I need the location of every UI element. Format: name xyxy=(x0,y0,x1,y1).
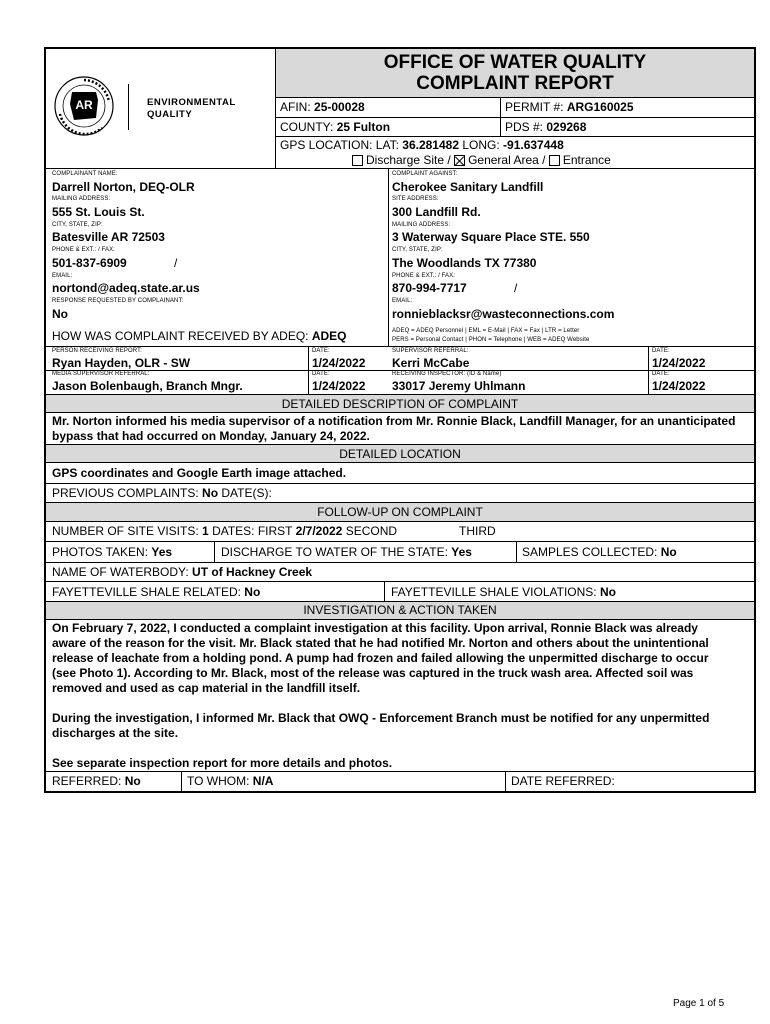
shale-related-field: FAYETTEVILLE SHALE RELATED: No xyxy=(52,585,261,599)
logo-divider xyxy=(128,84,129,130)
complainant-fax-sep: / xyxy=(174,256,178,270)
entrance-checkbox[interactable] xyxy=(549,155,560,166)
receiver-date: 1/24/2022 xyxy=(312,356,366,370)
supervisor-date-label: DATE: xyxy=(652,348,670,354)
supervisor-name: Kerri McCabe xyxy=(392,356,470,370)
against-label: COMPLAINT AGAINST: xyxy=(392,171,458,177)
against-site-label: SITE ADDRESS: xyxy=(392,196,439,202)
seal-mark: AR xyxy=(75,98,93,112)
previous-complaints-value: No xyxy=(202,486,219,500)
complainant-city-label: CITY, STATE, ZIP: xyxy=(52,222,103,228)
waterbody-field: NAME OF WATERBODY: UT of Hackney Creek xyxy=(52,565,313,579)
received-value: ADEQ xyxy=(311,329,347,343)
afin-value: 25-00028 xyxy=(314,100,365,114)
to-whom-field: TO WHOM: N/A xyxy=(187,774,274,788)
response-requested-label: RESPONSE REQUESTED BY COMPLAINANT: xyxy=(52,298,184,304)
media-name: Jason Bolenbaugh, Branch Mngr. xyxy=(52,379,243,393)
supervisor-label: SUPERVISOR REFERRAL: xyxy=(392,348,469,354)
inspector-name: 33017 Jeremy Uhlmann xyxy=(392,379,526,393)
agency-logo xyxy=(52,74,122,138)
general-area-checkbox[interactable] xyxy=(454,155,465,166)
against-email: ronnieblacksr@wasteconnections.com xyxy=(392,307,615,321)
shale-violations-field: FAYETTEVILLE SHALE VIOLATIONS: No xyxy=(391,585,616,599)
complainant-phone-label: PHONE & EXT.: / FAX: xyxy=(52,247,116,253)
long-value: -91.637448 xyxy=(503,138,564,152)
complainant-email-label: EMAIL: xyxy=(52,273,73,279)
samples-field: SAMPLES COLLECTED: No xyxy=(522,545,677,559)
against-site: 300 Landfill Rd. xyxy=(392,205,481,219)
response-requested: No xyxy=(52,307,68,321)
location-heading: DETAILED LOCATION xyxy=(339,447,461,461)
description-text: Mr. Norton informed his media supervisor of a notification from Mr. Ronnie Black, Landfill Manager, for an unanticipated bypass that had occurred on Monday, January 24, 2022. xyxy=(52,414,736,443)
against-fax-sep: / xyxy=(514,281,518,295)
previous-complaints-field: PREVIOUS COMPLAINTS: No DATE(S): xyxy=(52,486,272,500)
county-value: 25 Fulton xyxy=(336,120,391,134)
against-city: The Woodlands TX 77380 xyxy=(392,256,537,270)
inspector-label: RECEIVING INSPECTOR: (ID & Name) xyxy=(392,371,502,377)
page-title-line1: OFFICE OF WATER QUALITY xyxy=(383,52,647,73)
complainant-name-label: COMPLAINANT NAME: xyxy=(52,171,118,177)
media-label: MEDIA SUPERVISOR REFERRAL: xyxy=(52,371,150,377)
received-legend-2: PERS = Personal Contact | PHON = Telephone | WEB = ADEQ Website xyxy=(392,337,590,343)
complainant-phone: 501-837-6909 xyxy=(52,256,127,270)
complainant-mailing: 555 St. Louis St. xyxy=(52,205,145,219)
receiver-name: Ryan Hayden, OLR - SW xyxy=(52,356,191,370)
pds-field: PDS #: 029268 xyxy=(505,120,587,134)
complainant-city: Batesville AR 72503 xyxy=(52,230,165,244)
complainant-mailing-label: MAILING ADDRESS: xyxy=(52,196,111,202)
location-text: GPS coordinates and Google Earth image attached. xyxy=(52,466,347,480)
against-city-label: CITY, STATE, ZIP: xyxy=(392,247,443,253)
media-date: 1/24/2022 xyxy=(312,379,366,393)
description-heading: DETAILED DESCRIPTION OF COMPLAINT xyxy=(281,397,519,411)
site-visits-field: NUMBER OF SITE VISITS: 1 DATES: FIRST 2/7/2022 SECOND xyxy=(52,524,398,538)
afin-field: AFIN: 25-00028 xyxy=(280,100,365,114)
page-title-line2: COMPLAINT REPORT xyxy=(416,73,614,94)
discharge-field: DISCHARGE TO WATER OF THE STATE: Yes xyxy=(221,545,472,559)
lat-value: 36.281482 xyxy=(402,138,459,152)
against-mailing: 3 Waterway Square Place STE. 550 xyxy=(392,230,590,244)
investigation-paragraph-3: See separate inspection report for more details and photos. xyxy=(52,756,393,770)
received-legend-1: ADEQ = ADEQ Personnel | EML = E-Mail | FAX = Fax | LTR = Letter xyxy=(392,328,580,334)
against-phone: 870-994-7717 xyxy=(392,281,467,295)
agency-name-line1: ENVIRONMENTAL xyxy=(147,97,236,108)
page-number: Page 1 of 5 xyxy=(673,998,725,1009)
against-email-label: EMAIL: xyxy=(392,298,413,304)
inspector-date-label: DATE: xyxy=(652,371,670,377)
investigation-paragraph-1: On February 7, 2022, I conducted a complaint investigation at this facility. Upon arrival, Ronnie Black was already aware of the reason for the visit. Mr. Black stated that he had notified Mr. Norton and others about the unintentional release of leachate from a holding pond. A pump had frozen and failed allowing the unpermitted discharge to occur (see Photo 1). According to Mr. Black, most of the release was captured in the truck wash area. Affected soil was removed and used as cap material in the landfill itself. xyxy=(52,621,709,695)
date-referred-label: DATE REFERRED: xyxy=(511,774,615,788)
complainant-email: nortond@adeq.state.ar.us xyxy=(52,281,200,295)
against-name: Cherokee Sanitary Landfill xyxy=(392,180,544,194)
pds-value: 029268 xyxy=(546,120,587,134)
referred-field: REFERRED: No xyxy=(52,774,141,788)
received-field: HOW WAS COMPLAINT RECEIVED BY ADEQ: ADEQ xyxy=(52,329,347,343)
complainant-name: Darrell Norton, DEQ-OLR xyxy=(52,180,195,194)
followup-heading: FOLLOW-UP ON COMPLAINT xyxy=(317,505,483,519)
discharge-site-checkbox[interactable] xyxy=(352,155,363,166)
permit-field: PERMIT #: ARG160025 xyxy=(505,100,634,114)
against-mailing-label: MAILING ADDRESS: xyxy=(392,222,451,228)
location-type-options: Discharge Site / General Area / Entrance xyxy=(352,153,611,167)
permit-value: ARG160025 xyxy=(566,100,634,114)
receiver-label: PERSON RECEIVING REPORT: xyxy=(52,348,142,354)
supervisor-date: 1/24/2022 xyxy=(652,356,706,370)
receiver-date-label: DATE: xyxy=(312,348,330,354)
third-visit-label: THIRD xyxy=(459,524,496,538)
photos-field: PHOTOS TAKEN: Yes xyxy=(52,545,173,559)
media-date-label: DATE: xyxy=(312,371,330,377)
county-field: COUNTY: 25 Fulton xyxy=(280,120,391,134)
agency-name-line2: QUALITY xyxy=(147,109,193,120)
gps-field: GPS LOCATION: LAT: 36.281482 LONG: -91.637448 xyxy=(280,138,564,152)
against-phone-label: PHONE & EXT.: / FAX: xyxy=(392,273,456,279)
inspector-date: 1/24/2022 xyxy=(652,379,706,393)
investigation-paragraph-2: During the investigation, I informed Mr. Black that OWQ - Enforcement Branch must be notified for any unpermitted discharges at the site. xyxy=(52,711,710,740)
investigation-heading: INVESTIGATION & ACTION TAKEN xyxy=(303,603,497,617)
